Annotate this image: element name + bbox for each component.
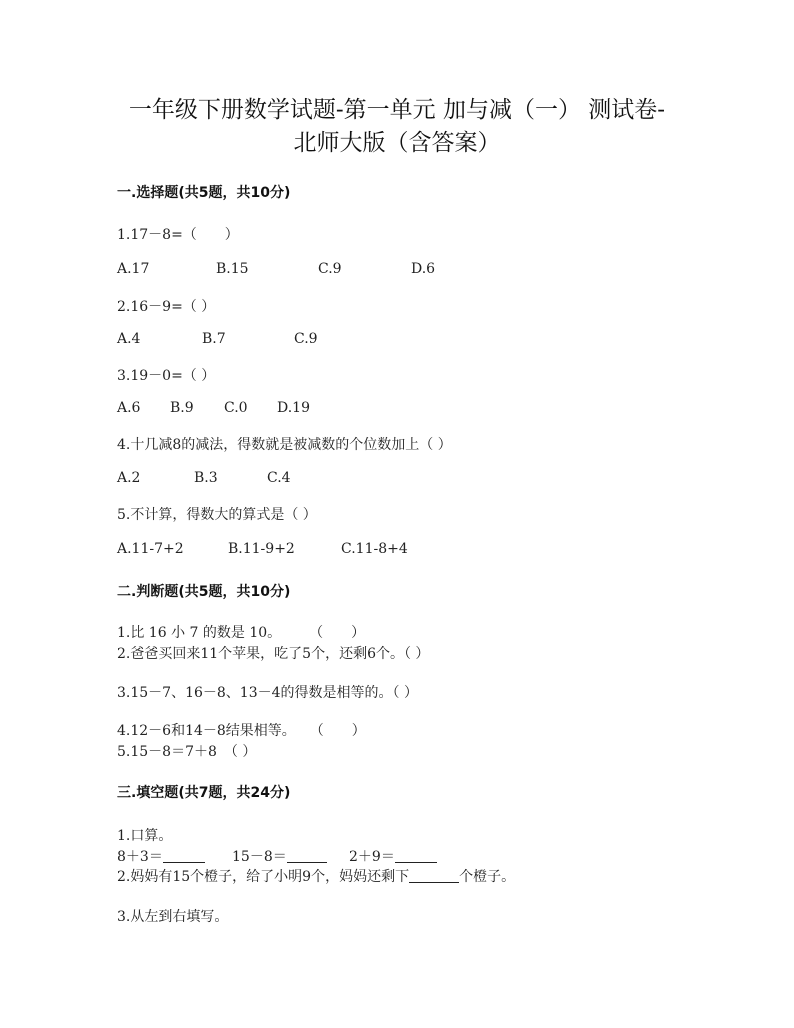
q4-option-c: C.4	[267, 470, 291, 486]
fill-expr-3-text: 2＋9＝	[349, 849, 395, 865]
q1-option-b: B.15	[216, 261, 249, 277]
fill-expr-2	[232, 846, 327, 866]
q1-option-d: D.6	[411, 261, 436, 277]
judge-item-4: 4.12－6和14－8结果相等。 （ ）	[117, 723, 366, 739]
q3-option-a: A.6	[117, 400, 141, 416]
q3-option-d: D.19	[277, 400, 310, 416]
question-5: 5.不计算，得数大的算式是（ ）	[117, 507, 317, 523]
judge-item-5: 5.15－8＝7＋8 （ ）	[117, 744, 257, 760]
fill-question-2-prefix: 2.妈妈有15个橙子，给了小明9个，妈妈还剩下	[117, 869, 410, 885]
judge-item-3: 3.15－7、16－8、13－4的得数是相等的。（ ）	[117, 685, 418, 701]
q2-option-b: B.7	[202, 331, 226, 347]
q3-option-b: B.9	[170, 400, 194, 416]
q4-option-a: A.2	[117, 470, 141, 486]
q5-option-a: A.11-7+2	[117, 541, 184, 557]
q5-option-c: C.11-8+4	[341, 541, 408, 557]
q5-option-b: B.11-9+2	[228, 541, 295, 557]
fill-question-2-suffix: 个橙子。	[459, 869, 516, 885]
section-heading-fill: 三.填空题(共7题，共24分)	[117, 785, 291, 801]
judge-item-2: 2.爸爸买回来11个苹果，吃了5个，还剩6个。（ ）	[117, 646, 430, 662]
fill-expr-3	[349, 846, 437, 866]
q2-option-c: C.9	[294, 331, 318, 347]
answer-blank[interactable]	[409, 868, 459, 883]
q3-option-c: C.0	[224, 400, 248, 416]
fill-question-3: 3.从左到右填写。	[117, 909, 229, 925]
page-title-line1: 一年级下册数学试题-第一单元 加与减（一） 测试卷-	[128, 97, 666, 123]
question-1: 1.17－8=（ ）	[117, 227, 239, 243]
answer-blank[interactable]	[163, 848, 205, 863]
question-4: 4.十几减8的减法，得数就是被减数的个位数加上（ ）	[117, 437, 452, 453]
fill-question-2	[117, 866, 515, 886]
q4-option-b: B.3	[194, 470, 218, 486]
answer-blank[interactable]	[287, 848, 327, 863]
question-3: 3.19－0=（ ）	[117, 368, 216, 384]
fill-expr-1	[117, 846, 205, 866]
section-heading-judge: 二.判断题(共5题，共10分)	[117, 584, 291, 600]
judge-item-1: 1.比 16 小 7 的数是 10。 （ ）	[117, 625, 366, 641]
fill-question-1: 1.口算。	[117, 828, 173, 844]
q1-option-c: C.9	[318, 261, 342, 277]
q1-option-a: A.17	[117, 261, 150, 277]
question-2: 2.16－9=（ ）	[117, 299, 216, 315]
fill-expr-2-text: 15－8＝	[232, 849, 287, 865]
fill-expr-1-text: 8＋3＝	[117, 849, 163, 865]
q2-option-a: A.4	[117, 331, 141, 347]
section-heading-choice: 一.选择题(共5题，共10分)	[117, 185, 291, 201]
answer-blank[interactable]	[395, 848, 437, 863]
page-title-line2: 北师大版（含答案）	[293, 130, 501, 156]
